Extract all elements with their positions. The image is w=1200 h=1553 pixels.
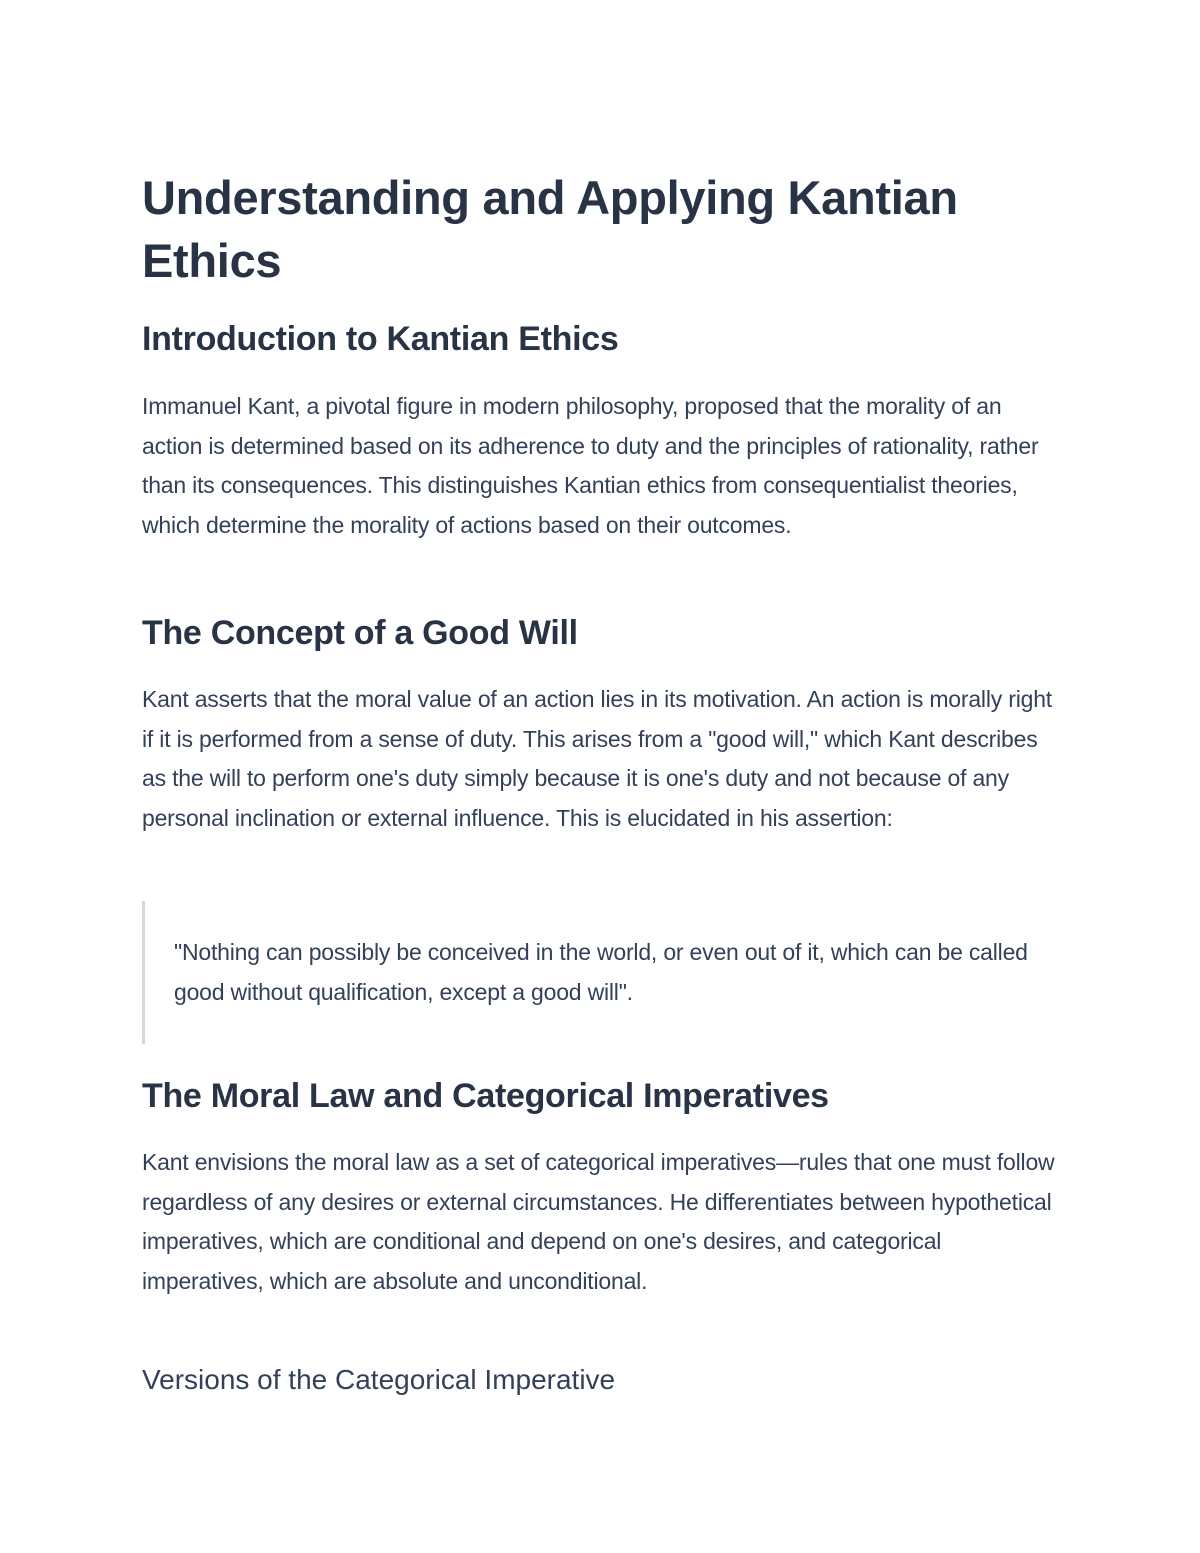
document-title: Understanding and Applying Kantian Ethics	[142, 171, 958, 287]
section-heading-introduction: Introduction to Kantian Ethics	[142, 320, 619, 358]
blockquote-text: "Nothing can possibly be conceived in the world, or even out of it, which can be called good without qualification, except a good will".	[174, 939, 1028, 1005]
blockquote	[142, 901, 1042, 1044]
section-paragraph-introduction: Immanuel Kant, a pivotal figure in modern philosophy, proposed that the morality of an action is determined based on its adherence to duty and the principles of rationality, rather than its consequences. This distinguishes Kantian ethics from consequentialist theories, which determine the morality of actions based on their outcomes.	[142, 393, 1039, 538]
section-paragraph-good-will: Kant asserts that the moral value of an action lies in its motivation. An action is morally right if it is performed from a sense of duty. This arises from a "good will," which Kant describes as the will to perform one's duty simply because it is one's duty and not because of any personal inclination or external influence. This is elucidated in his assertion:	[142, 686, 1052, 831]
section-heading-moral-law: The Moral Law and Categorical Imperatives	[142, 1077, 829, 1115]
section-heading-good-will: The Concept of a Good Will	[142, 614, 578, 652]
section-paragraph-moral-law: Kant envisions the moral law as a set of categorical imperatives—rules that one must follow regardless of any desires or external circumstances. He differentiates between hypothetical imperatives, which are conditional and depend on one's desires, and categorical imperatives, which are absolute and unconditional.	[142, 1149, 1055, 1294]
subheading-versions: Versions of the Categorical Imperative	[142, 1364, 616, 1395]
